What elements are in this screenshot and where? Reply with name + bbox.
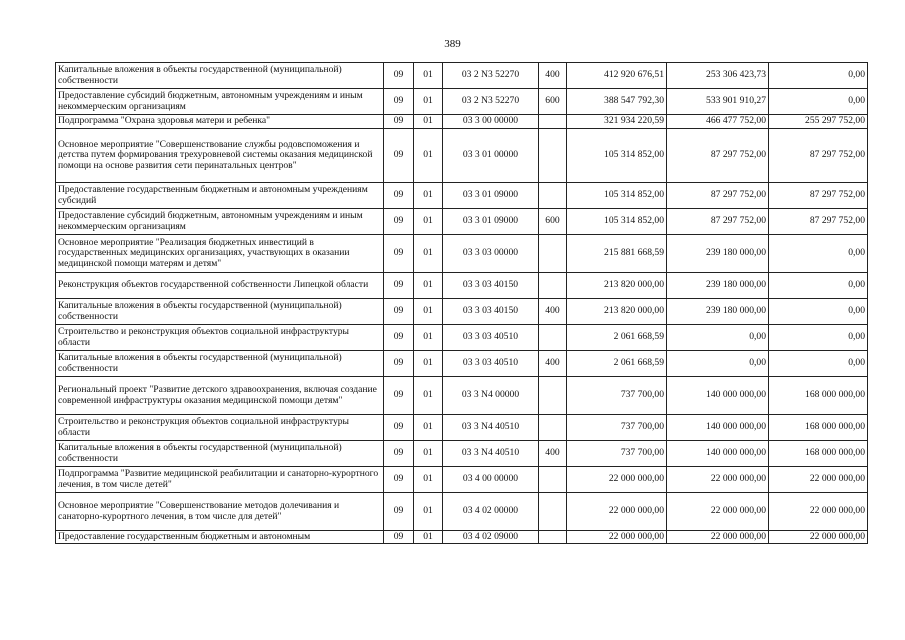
row-sum-2-cell: 0,00	[667, 351, 769, 377]
row-sum-2-cell: 466 477 752,00	[667, 115, 769, 129]
budget-table	[55, 62, 868, 544]
row-subsection-cell: 01	[414, 89, 443, 115]
row-subsection-cell: 01	[414, 377, 443, 415]
row-sum-3-cell: 87 297 752,00	[769, 183, 868, 209]
row-sum-3-cell: 22 000 000,00	[769, 493, 868, 531]
row-section-cell: 09	[384, 377, 414, 415]
row-sum-3-cell: 168 000 000,00	[769, 377, 868, 415]
row-sum-1-cell: 105 314 852,00	[567, 129, 667, 183]
row-sum-1-cell: 412 920 676,51	[567, 63, 667, 89]
row-sum-2-cell: 140 000 000,00	[667, 441, 769, 467]
row-sum-1-cell: 2 061 668,59	[567, 325, 667, 351]
row-sum-3-cell: 0,00	[769, 89, 868, 115]
row-name-cell: Основное мероприятие "Совершенствование методов долечивания и санаторно-курортного лечения, в том числе для детей"	[56, 493, 384, 531]
row-sum-3-cell: 22 000 000,00	[769, 467, 868, 493]
row-target-cell: 03 3 03 00000	[443, 235, 539, 273]
row-sum-3-cell: 0,00	[769, 235, 868, 273]
row-sum-3-cell: 255 297 752,00	[769, 115, 868, 129]
row-sum-1-cell: 105 314 852,00	[567, 209, 667, 235]
row-sum-2-cell: 140 000 000,00	[667, 415, 769, 441]
row-section-cell: 09	[384, 129, 414, 183]
row-expense-type-cell	[539, 129, 567, 183]
row-sum-2-cell: 87 297 752,00	[667, 183, 769, 209]
row-expense-type-cell: 400	[539, 441, 567, 467]
row-expense-type-cell: 400	[539, 351, 567, 377]
row-sum-2-cell: 533 901 910,27	[667, 89, 769, 115]
row-target-cell: 03 3 01 09000	[443, 183, 539, 209]
row-sum-1-cell: 22 000 000,00	[567, 531, 667, 544]
table-row	[56, 467, 868, 493]
row-expense-type-cell: 600	[539, 89, 567, 115]
row-expense-type-cell	[539, 467, 567, 493]
row-sum-1-cell: 215 881 668,59	[567, 235, 667, 273]
row-sum-3-cell: 0,00	[769, 273, 868, 299]
row-target-cell: 03 2 N3 52270	[443, 89, 539, 115]
row-name-cell: Строительство и реконструкция объектов социальной инфраструктуры области	[56, 415, 384, 441]
row-name-cell: Капитальные вложения в объекты государственной (муниципальной) собственности	[56, 299, 384, 325]
row-name-cell: Подпрограмма "Развитие медицинской реабилитации и санаторно-курортного лечения, в том числе детей"	[56, 467, 384, 493]
table-row	[56, 299, 868, 325]
row-sum-3-cell: 0,00	[769, 351, 868, 377]
row-subsection-cell: 01	[414, 493, 443, 531]
row-sum-2-cell: 140 000 000,00	[667, 377, 769, 415]
row-target-cell: 03 3 00 00000	[443, 115, 539, 129]
row-sum-1-cell: 213 820 000,00	[567, 299, 667, 325]
row-expense-type-cell	[539, 377, 567, 415]
table-row	[56, 183, 868, 209]
row-section-cell: 09	[384, 89, 414, 115]
row-subsection-cell: 01	[414, 441, 443, 467]
row-sum-3-cell: 168 000 000,00	[769, 415, 868, 441]
row-expense-type-cell	[539, 415, 567, 441]
row-subsection-cell: 01	[414, 183, 443, 209]
row-name-cell: Региональный проект "Развитие детского здравоохранения, включая создание современной инфраструктуры оказания медицинской помощи детям"	[56, 377, 384, 415]
row-name-cell: Подпрограмма "Охрана здоровья матери и ребенка"	[56, 115, 384, 129]
row-name-cell: Предоставление субсидий бюджетным, автономным учреждениям и иным некоммерческим организациям	[56, 89, 384, 115]
row-sum-3-cell: 87 297 752,00	[769, 209, 868, 235]
row-target-cell: 03 4 02 00000	[443, 493, 539, 531]
row-sum-1-cell: 213 820 000,00	[567, 273, 667, 299]
row-sum-1-cell: 105 314 852,00	[567, 183, 667, 209]
row-subsection-cell: 01	[414, 209, 443, 235]
row-section-cell: 09	[384, 531, 414, 544]
row-name-cell: Предоставление государственным бюджетным и автономным учреждениям субсидий	[56, 183, 384, 209]
row-subsection-cell: 01	[414, 351, 443, 377]
row-expense-type-cell	[539, 493, 567, 531]
table-row	[56, 89, 868, 115]
row-sum-3-cell: 87 297 752,00	[769, 129, 868, 183]
row-subsection-cell: 01	[414, 115, 443, 129]
row-section-cell: 09	[384, 209, 414, 235]
row-sum-1-cell: 22 000 000,00	[567, 493, 667, 531]
table-row	[56, 377, 868, 415]
row-name-cell: Капитальные вложения в объекты государственной (муниципальной) собственности	[56, 63, 384, 89]
row-subsection-cell: 01	[414, 415, 443, 441]
row-section-cell: 09	[384, 235, 414, 273]
row-sum-2-cell: 239 180 000,00	[667, 299, 769, 325]
row-section-cell: 09	[384, 467, 414, 493]
table-row	[56, 209, 868, 235]
row-sum-2-cell: 87 297 752,00	[667, 209, 769, 235]
row-sum-2-cell: 22 000 000,00	[667, 493, 769, 531]
row-name-cell: Основное мероприятие "Совершенствование службы родовспоможения и детства путем формирования трехуровневой системы оказания медицинской помощи на основе развития сети перинатальных центров"	[56, 129, 384, 183]
row-sum-1-cell: 737 700,00	[567, 441, 667, 467]
row-target-cell: 03 3 03 40510	[443, 351, 539, 377]
row-section-cell: 09	[384, 415, 414, 441]
row-sum-1-cell: 388 547 792,30	[567, 89, 667, 115]
row-subsection-cell: 01	[414, 325, 443, 351]
row-sum-1-cell: 2 061 668,59	[567, 351, 667, 377]
row-sum-1-cell: 737 700,00	[567, 415, 667, 441]
row-section-cell: 09	[384, 63, 414, 89]
table-row	[56, 129, 868, 183]
row-target-cell: 03 3 01 09000	[443, 209, 539, 235]
row-sum-2-cell: 22 000 000,00	[667, 531, 769, 544]
row-section-cell: 09	[384, 351, 414, 377]
row-subsection-cell: 01	[414, 531, 443, 544]
row-sum-1-cell: 22 000 000,00	[567, 467, 667, 493]
row-subsection-cell: 01	[414, 299, 443, 325]
row-section-cell: 09	[384, 183, 414, 209]
table-row	[56, 531, 868, 544]
row-section-cell: 09	[384, 299, 414, 325]
row-expense-type-cell	[539, 325, 567, 351]
row-sum-3-cell: 22 000 000,00	[769, 531, 868, 544]
row-target-cell: 03 3 N4 00000	[443, 377, 539, 415]
row-section-cell: 09	[384, 115, 414, 129]
table-row	[56, 441, 868, 467]
row-subsection-cell: 01	[414, 235, 443, 273]
table-row	[56, 63, 868, 89]
row-expense-type-cell	[539, 273, 567, 299]
row-target-cell: 03 2 N3 52270	[443, 63, 539, 89]
row-sum-3-cell: 0,00	[769, 325, 868, 351]
row-sum-1-cell: 321 934 220,59	[567, 115, 667, 129]
row-sum-3-cell: 168 000 000,00	[769, 441, 868, 467]
row-name-cell: Строительство и реконструкция объектов социальной инфраструктуры области	[56, 325, 384, 351]
row-sum-3-cell: 0,00	[769, 63, 868, 89]
row-target-cell: 03 3 03 40150	[443, 273, 539, 299]
table-row	[56, 235, 868, 273]
row-target-cell: 03 3 N4 40510	[443, 441, 539, 467]
row-subsection-cell: 01	[414, 467, 443, 493]
row-section-cell: 09	[384, 493, 414, 531]
row-subsection-cell: 01	[414, 63, 443, 89]
row-target-cell: 03 4 02 09000	[443, 531, 539, 544]
row-sum-2-cell: 253 306 423,73	[667, 63, 769, 89]
row-expense-type-cell	[539, 531, 567, 544]
row-sum-1-cell: 737 700,00	[567, 377, 667, 415]
row-sum-3-cell: 0,00	[769, 299, 868, 325]
row-section-cell: 09	[384, 325, 414, 351]
row-expense-type-cell	[539, 183, 567, 209]
row-expense-type-cell: 400	[539, 63, 567, 89]
row-name-cell: Капитальные вложения в объекты государственной (муниципальной) собственности	[56, 351, 384, 377]
row-sum-2-cell: 239 180 000,00	[667, 235, 769, 273]
row-target-cell: 03 3 03 40510	[443, 325, 539, 351]
row-target-cell: 03 3 01 00000	[443, 129, 539, 183]
row-section-cell: 09	[384, 441, 414, 467]
row-name-cell: Основное мероприятие "Реализация бюджетных инвестиций в государственных медицинских организациях, участвующих в оказании медицинской помощи матерям и детям"	[56, 235, 384, 273]
row-target-cell: 03 4 00 00000	[443, 467, 539, 493]
row-name-cell: Предоставление государственным бюджетным и автономным	[56, 531, 384, 544]
table-row	[56, 325, 868, 351]
row-name-cell: Капитальные вложения в объекты государственной (муниципальной) собственности	[56, 441, 384, 467]
row-target-cell: 03 3 N4 40510	[443, 415, 539, 441]
row-name-cell: Предоставление субсидий бюджетным, автономным учреждениям и иным некоммерческим организациям	[56, 209, 384, 235]
table-row	[56, 493, 868, 531]
row-section-cell: 09	[384, 273, 414, 299]
row-name-cell: Реконструкция объектов государственной собственности Липецкой области	[56, 273, 384, 299]
row-subsection-cell: 01	[414, 129, 443, 183]
table-row	[56, 115, 868, 129]
table-row	[56, 273, 868, 299]
row-sum-2-cell: 0,00	[667, 325, 769, 351]
table-row	[56, 351, 868, 377]
row-expense-type-cell	[539, 235, 567, 273]
row-sum-2-cell: 239 180 000,00	[667, 273, 769, 299]
row-target-cell: 03 3 03 40150	[443, 299, 539, 325]
page-number: 389	[444, 38, 461, 50]
row-expense-type-cell	[539, 115, 567, 129]
row-sum-2-cell: 87 297 752,00	[667, 129, 769, 183]
row-expense-type-cell: 600	[539, 209, 567, 235]
row-sum-2-cell: 22 000 000,00	[667, 467, 769, 493]
table-row	[56, 415, 868, 441]
row-expense-type-cell: 400	[539, 299, 567, 325]
row-subsection-cell: 01	[414, 273, 443, 299]
